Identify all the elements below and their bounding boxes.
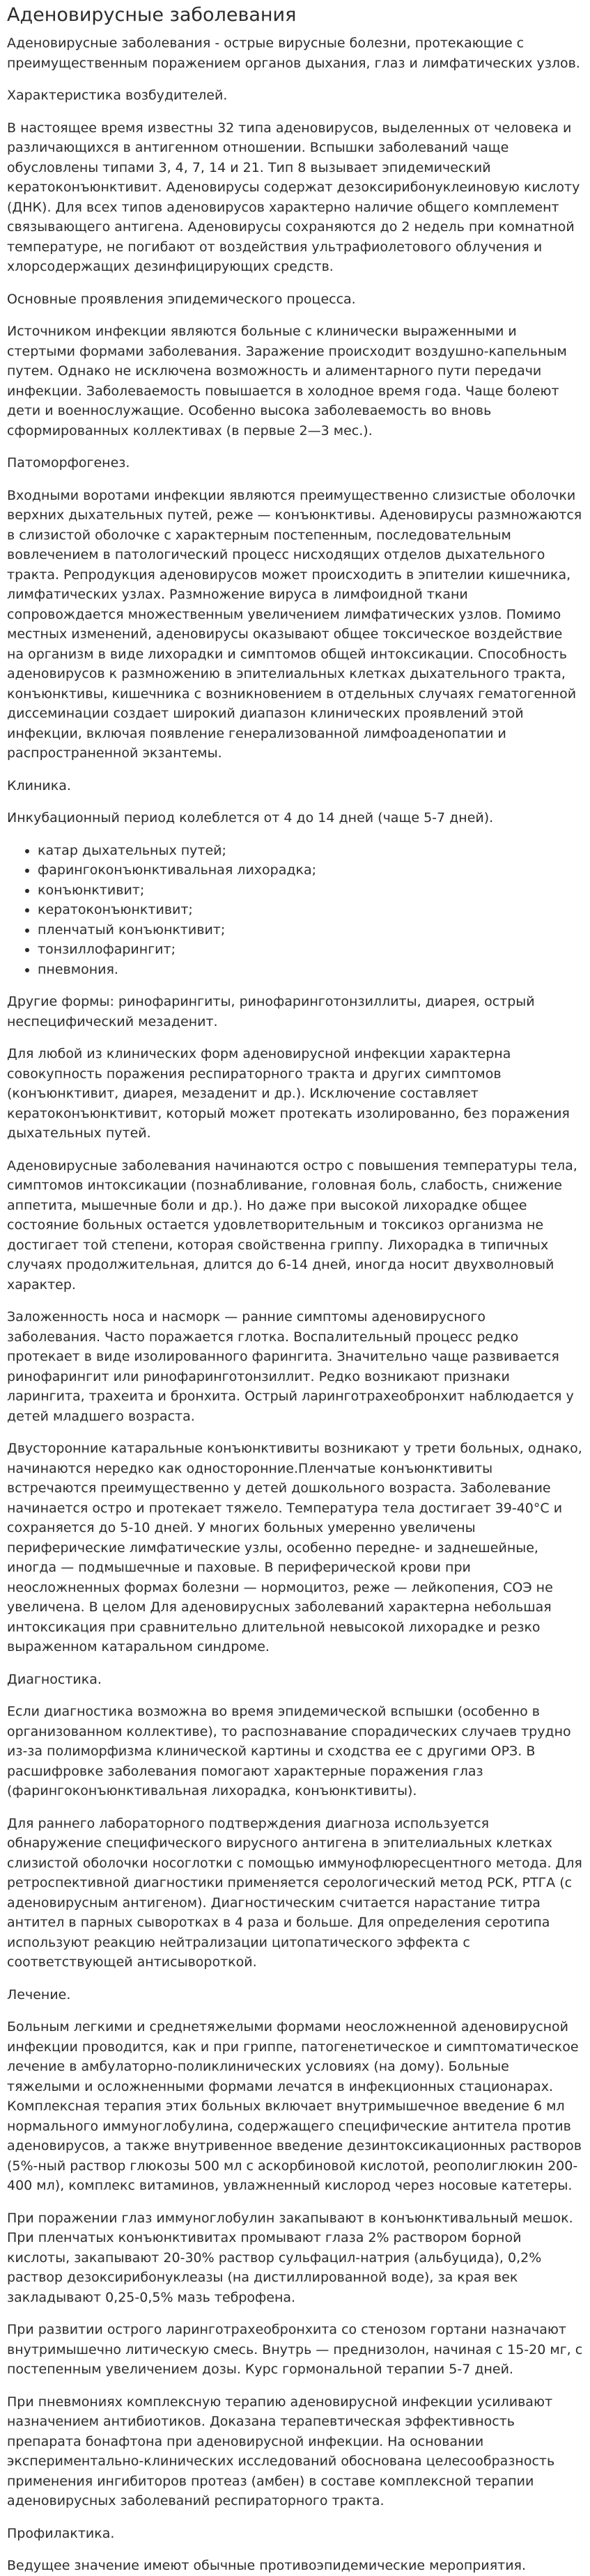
epidemic-paragraph: Источником инфекции являются больные с клинически выраженными и стертыми формами заболевания. Заражение происходит воздушно-капельным путем. Однако не исключена возможность и алиментарного пути передачи инфекции. Заболеваемость повышается в холодное время года. Чаще болеют дети и военнослужащие. Особенно высока заболеваемость во вновь сформированных коллективах (в первые 2—3 мес.).	[7, 324, 567, 438]
list-item: • фарингоконъюнктивальная лихорадка;	[38, 860, 583, 880]
prevention-paragraph: Ведущее значение имеют обычные противоэпидемические мероприятия.	[7, 2558, 527, 2573]
section-heading-diagnostics: Диагностика.	[7, 1671, 102, 1687]
list-item: • кератоконъюнктивит;	[38, 900, 583, 920]
list-item: • катар дыхательных путей;	[38, 841, 583, 861]
page-title: Аденовирусные заболевания	[7, 4, 297, 26]
section-heading-epidemic: Основные проявления эпидемического процесса.	[7, 291, 356, 307]
clinical-forms-list	[7, 841, 583, 980]
section-heading-treatment: Лечение.	[7, 1986, 71, 2002]
list-item: • пленчатый конъюнктивит;	[38, 920, 583, 940]
treatment-paragraph: Больным легкими и среднетяжелыми формами неосложненной аденовирусной инфекции проводится, как и при гриппе, патогенетическое и симптоматическое лечение в амбулаторно-поликлинических условиях (на дому). Больные тяжелыми и осложненными формами лечатся в инфекционных стационарах. Комплексная терапия этих больных включает внутримышечное введение 6 мл нормального иммуноглобулина, содержащего специфические антитела против аденовирусов, а также внутривенное введение дезинтоксикационных растворов (5%-ный раствор глюкозы 500 мл с аскорбиновой кислотой, реополиглюкин 200-400 мл), комплекс витаминов, увлажненный кислород через носовые катетеры.	[7, 2019, 582, 2193]
list-item: • тонзиллофарингит;	[38, 940, 583, 960]
section-heading-pathomorphogenesis: Патоморфогенез.	[7, 455, 130, 471]
diagnostics-paragraph: Если диагностика возможна во время эпидемической вспышки (особенно в организованном коллективе), то распознавание спорадических случаев трудно из-за полиморфизма клинической картины и сходства ее с другими ОРЗ. В расшифровке заболевания помогают характерные поражения глаз (фарингоконъюнктивальная лихорадка, конъюнктивиты).	[7, 1704, 571, 1799]
pathogen-paragraph: В настоящее время известны 32 типа аденовирусов, выделенных от человека и различающихся в антигенном отношении. Вспышки заболеваний чаще обусловлены типами 3, 4, 7, 14 и 21. Тип 8 вызывает эпидемический кератоконъюнктивит. Аденовирусы содержат дезоксирибонуклеиновую кислоту (ДНК). Для всех типов аденовирусов характерно наличие общего комплемент связывающего антигена. Аденовирусы сохраняются до 2 недель при комнатной температуре, не погибают от воздействия ультрафиолетового облучения и хлорсодержащих дезинфицирующих средств.	[7, 120, 580, 274]
lab-diagnostics-paragraph: Для раннего лабораторного подтверждения диагноза используется обнаружение специфического вирусного антигена в эпителиальных клетках слизистой оболочки носоглотки с помощью иммунофлюресцентного метода. Для ретроспективной диагностики применяется серологический метод РСК, РТГА (с аденовирусным антигеном). Диагностическим считается нарастание титра антител в парных сыворотках в 4 раза и больше. Для определения серотипа используют реакцию нейтрализации цитопатического эффекта с соответствующей антисывороткой.	[7, 1815, 582, 1970]
other-forms-paragraph: Другие формы: ринофарингиты, ринофаринготонзиллиты, диарея, острый неспецифический мезаденит.	[7, 994, 535, 1029]
clinical-combination-paragraph: Для любой из клинических форм аденовирусной инфекции характерна совокупность поражения респираторного тракта и других симптомов (конъюнктивит, диарея, мезаденит и др.). Исключение составляет кератоконъюнктивит, который может протекать изолированно, без поражения дыхательных путей.	[7, 1046, 570, 1141]
pneumonia-treatment-paragraph: При пневмониях комплексную терапию аденовирусной инфекции усиливают назначением антибиотиков. Доказана терапевтическая эффективность препарата бонафтона при аденовирусной инфекции. На основании экспериментально-клинических исследований обоснована целесообразность применения ингибиторов протеаз (амбен) в составе комплексной терапии аденовирусных заболеваний респираторного тракта.	[7, 2394, 555, 2508]
intro-paragraph: Аденовирусные заболевания - острые вирусные болезни, протекающие с преимущественным поражением органов дыхания, глаз и лимфатических узлов.	[7, 35, 580, 71]
eye-treatment-paragraph: При поражении глаз иммуноглобулин закапывают в конъюнктивальный мешок. При пленчатых конъюнктивитах промывают глаза 2% раствором борной кислоты, закапывают 20-30% раствор сульфацил-натрия (альбуцида), 0,2% раствор дезоксирибонуклеазы (на дистиллированной воде), за края век закладывают 0,25-0,5% мазь теброфена.	[7, 2210, 573, 2305]
list-item: • пневмония.	[38, 960, 583, 980]
onset-paragraph: Аденовирусные заболевания начинаются остро с повышения температуры тела, симптомов интоксикации (познабливание, головная боль, слабость, снижение аппетита, мышечные боли и др.). Но даже при высокой лихорадке общее состояние больных остается удовлетворительным и токсикоз организма не достигает той степени, которая свойственна гриппу. Лихорадка в типичных случаях продолжительная, длится до 6-14 дней, иногда носит двухволновый характер.	[7, 1157, 577, 1293]
laryngitis-treatment-paragraph: При развитии острого ларинготрахеобронхита со стенозом гортани назначают внутримышечно литическую смесь. Внутрь — преднизолон, начиная с 15-20 мг, с постепенным увеличением дозы. Курс гормональной терапии 5-7 дней.	[7, 2322, 583, 2377]
list-item: • конъюнктивит;	[38, 880, 583, 901]
pathomorphogenesis-paragraph: Входными воротами инфекции являются преимущественно слизистые оболочки верхних дыхательных путей, реже — конъюнктивы. Аденовирусы размножаются в слизистой оболочке с характерным постепенным, последовательным вовлечением в патологический процесс нисходящих отделов дыхательного тракта. Репродукция аденовирусов может происходить в эпителии кишечника, лимфатических узлах. Размножение вируса в лимфоидной ткани сопровождается множественным увеличением лимфатических узлов. Помимо местных изменений, аденовирусы оказывают общее токсическое воздействие на организм в виде лихорадки и симптомов общей интоксикации. Способность аденовирусов к размножению в эпителиальных клетках дыхательного тракта, конъюнктивы, кишечника с возникновением в отдельных случаях гематогенной диссеминации создает широкий диапазон клинических проявлений этой инфекции, включая появление генерализованной лимфоаденопатии и распространенной экзантемы.	[7, 487, 582, 761]
section-heading-pathogen: Характеристика возбудителей.	[7, 88, 228, 103]
nasal-symptoms-paragraph: Заложенность носа и насморк — ранние симптомы аденовирусного заболевания. Часто поражается глотка. Воспалительный процесс редко протекает в виде изолированного фарингита. Значительно чаще развивается ринофарингит или ринофаринготонзиллит. Редко возникают признаки ларингита, трахеита и бронхита. Острый ларинготрахеобронхит наблюдается у детей младшего возраста.	[7, 1309, 574, 1424]
incubation-paragraph: Инкубационный период колеблется от 4 до 14 дней (чаще 5-7 дней).	[7, 810, 494, 825]
conjunctivitis-paragraph: Двусторонние катаральные конъюнктивиты возникают у трети больных, однако, начинаются нередко как односторонние.Пленчатые конъюнктивиты встречаются преимущественно у детей дошкольного возраста. Заболевание начинается остро и протекает тяжело. Температура тела достигает 39-40°С и сохраняется до 5-10 дней. У многих больных умеренно увеличены периферические лимфатические узлы, особенно передне- и заднешейные, иногда — подмышечные и паховые. В периферической крови при неосложненных формах болезни — нормоцитоз, реже — лейкопения, СОЭ не увеличена. В целом Для аденовирусных заболеваний характерна небольшая интоксикация при сравнительно длительной невысокой лихорадке и резко выраженном катаральном синдроме.	[7, 1441, 582, 1654]
section-heading-clinic: Клиника.	[7, 777, 71, 793]
section-heading-prevention: Профилактика.	[7, 2525, 115, 2541]
